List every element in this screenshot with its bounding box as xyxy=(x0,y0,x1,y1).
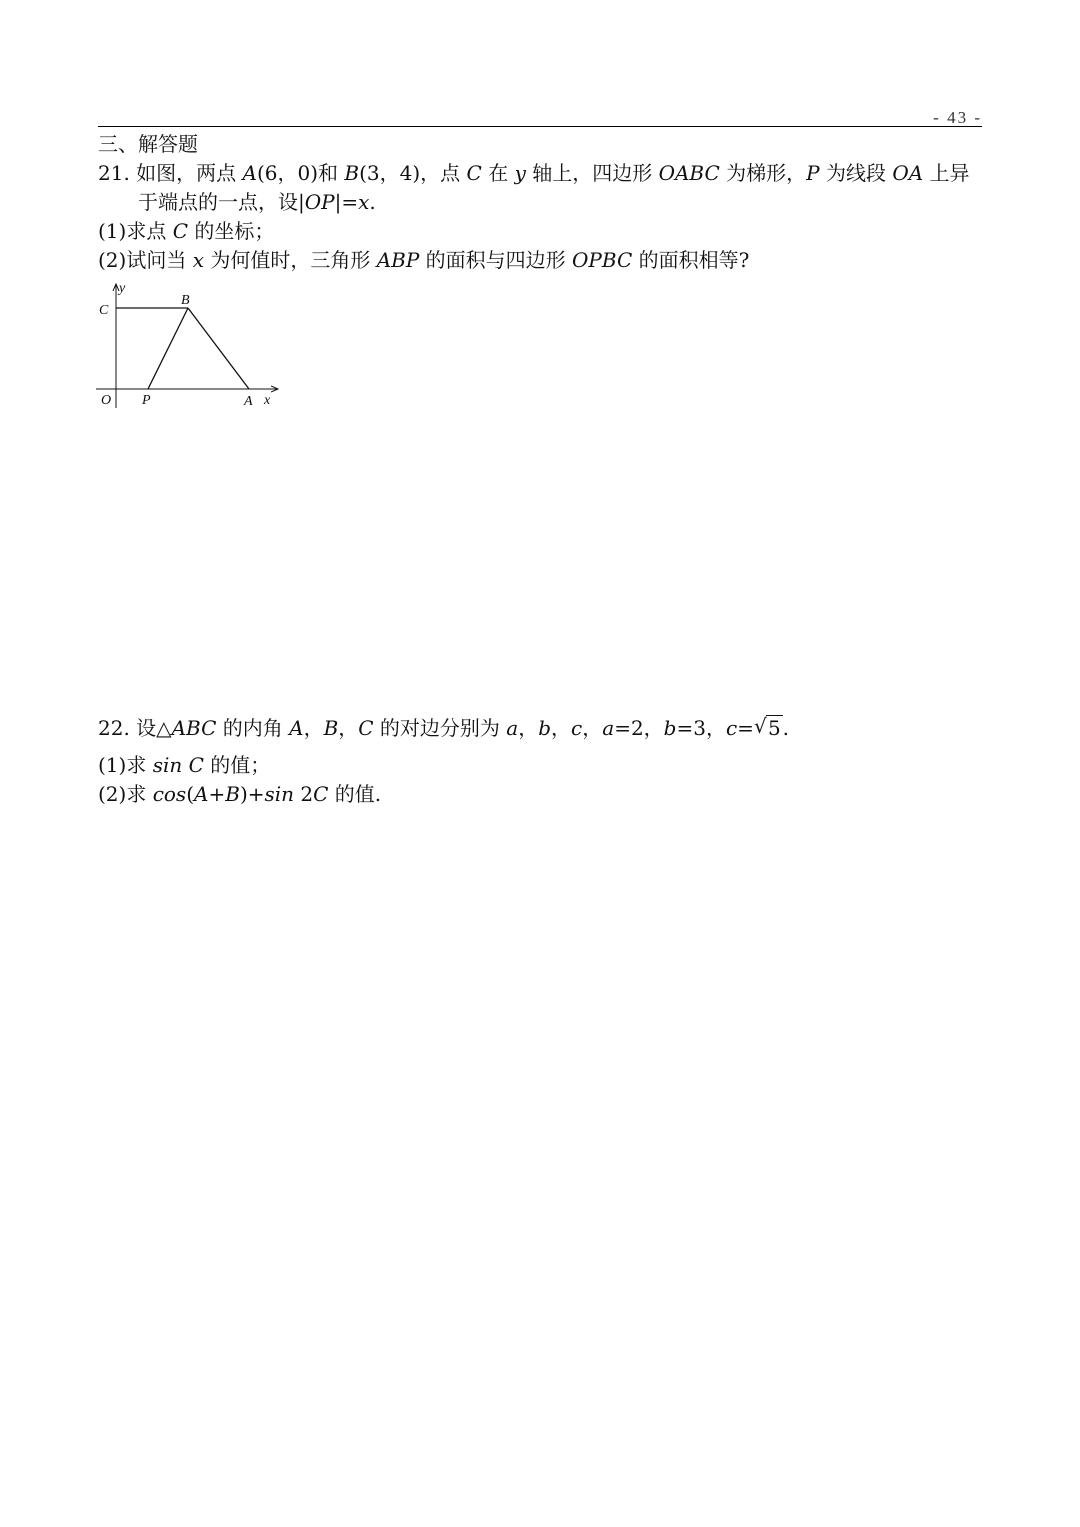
section-title: 三、解答题 xyxy=(98,132,198,156)
q22-part2: (2)求 cos(A+B)+sin 2C 的值. xyxy=(98,782,382,806)
q22-number: 22. xyxy=(98,716,130,740)
question-block-21 xyxy=(98,130,982,275)
segment-ba xyxy=(188,308,249,389)
trapezoid-figure xyxy=(96,280,286,408)
q21-line1 xyxy=(98,159,982,188)
label-o: O xyxy=(101,393,112,408)
label-x: x xyxy=(264,393,271,408)
label-p: P xyxy=(142,393,151,408)
q21-text: 如图，两点 A(6，0)和 B(3，4)，点 C 在 y 轴上，四边形 OABC 为梯形，P 为线段 OA 上异 xyxy=(136,161,970,185)
label-c: C xyxy=(99,303,109,318)
label-b: B xyxy=(181,293,190,308)
q22-part1: (1)求 sin C 的值； xyxy=(98,753,271,777)
label-y: y xyxy=(119,281,126,296)
question-block-22 xyxy=(98,713,982,809)
label-a: A xyxy=(244,394,253,408)
segment-bp xyxy=(148,308,188,389)
page-number: - 43 - xyxy=(933,108,982,127)
q21-part2: (2)试问当 x 为何值时，三角形 ABP 的面积与四边形 OPBC 的面积相等? xyxy=(98,248,750,272)
q21-number: 21. xyxy=(98,161,130,185)
sqrt-symbol: √ 5 xyxy=(753,714,781,740)
q21-line2: 于端点的一点，设|OP|=x. xyxy=(138,190,376,214)
q22-line1: 22. 设△ABC 的内角 A，B，C 的对边分别为 a，b，c，a=2，b=3，c= √ 5 . xyxy=(98,713,982,743)
q21-part1: (1)求点 C 的坐标； xyxy=(98,219,275,243)
header-rule xyxy=(98,126,982,127)
